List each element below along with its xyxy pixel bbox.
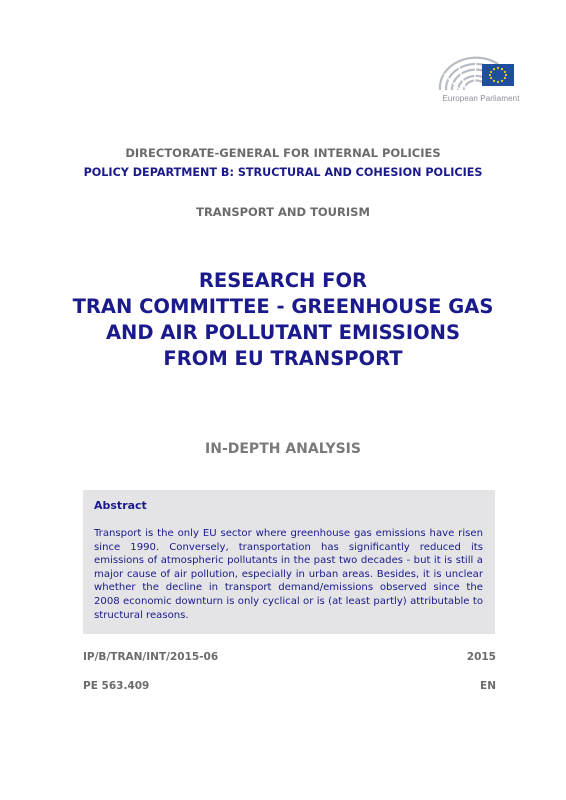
title-line-4: FROM EU TRANSPORT bbox=[163, 347, 403, 370]
policy-area-heading: TRANSPORT AND TOURISM bbox=[196, 205, 370, 219]
title-line-3: AND AIR POLLUTANT EMISSIONS bbox=[105, 321, 461, 344]
abstract-text: Transport is the only EU sector where greenhouse gas emissions have risen since 1990. Conversely, transportation has significantly reduced its emissions of atmospheric pollutants in the past two decades - but it is still a major cause of air pollution, especially in urban areas. Besides, it is unclear whether the decline in transport demand/emissions observed since the 2008 economic downturn is only cyclical or is (at least partly) attributable to structural reasons. bbox=[94, 528, 483, 621]
language-code: EN bbox=[480, 680, 496, 692]
policy-department-heading: POLICY DEPARTMENT B: STRUCTURAL AND COHESION POLICIES bbox=[83, 166, 483, 179]
logo-caption: European Parliament bbox=[442, 94, 520, 103]
document-year: 2015 bbox=[466, 651, 496, 663]
title-line-2: TRAN COMMITTEE - GREENHOUSE GAS bbox=[72, 295, 494, 318]
title-line-1: RESEARCH FOR bbox=[198, 269, 368, 292]
document-title bbox=[0, 268, 566, 372]
pe-number: PE 563.409 bbox=[83, 680, 150, 692]
directorate-heading: DIRECTORATE-GENERAL FOR INTERNAL POLICIES bbox=[125, 146, 441, 160]
document-type: IN-DEPTH ANALYSIS bbox=[205, 441, 361, 457]
abstract-box bbox=[83, 490, 495, 634]
european-parliament-logo bbox=[436, 50, 526, 106]
document-reference: IP/B/TRAN/INT/2015-06 bbox=[83, 651, 219, 663]
parliament-hemicycle-icon bbox=[436, 50, 526, 94]
abstract-heading: Abstract bbox=[94, 499, 147, 512]
